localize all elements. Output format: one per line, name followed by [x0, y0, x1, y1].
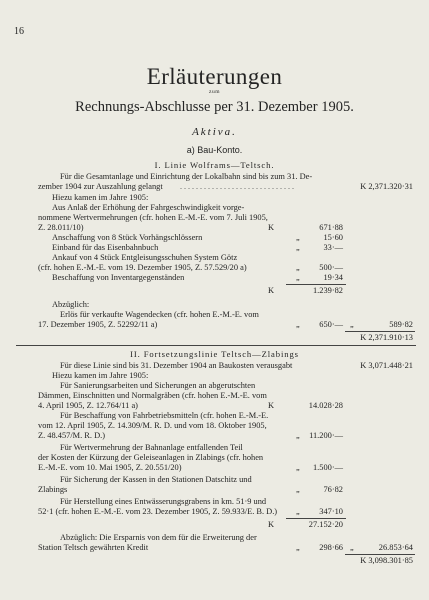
text-line: nommene Wertvermehrungen (cfr. hohen E.-M.-E. vom 7. Juli 1905,: [38, 213, 268, 222]
text-line: Für die Gesamtanlage und Einrichtung der Lokalbahn sind bis zum 31. De-: [60, 172, 313, 181]
sum-rule: [345, 554, 415, 555]
title-connector: zum: [209, 89, 220, 95]
amount-kassen: 76·82: [323, 485, 343, 494]
amount-erloes: 650·—: [319, 320, 343, 329]
ditto-mark: „: [296, 543, 300, 552]
text-line: 52·1 (cfr. hohen E.-M.-E. vom 23. Dezember 1905, Z. 59.933/E. B. D.): [38, 507, 278, 516]
currency-mark: K: [268, 286, 275, 295]
ditto-mark: „: [296, 485, 300, 494]
text-line: vom 12. April 1905, Z. 14.309/M. R. D. und vom 18. Oktober 1905,: [38, 421, 267, 430]
ditto-mark: „: [296, 263, 300, 272]
ditto-mark: „: [296, 243, 300, 252]
sum-rule: [286, 518, 346, 519]
text-line: E.-M.-E. vom 10. Mai 1905, Z. 20.551/20): [38, 463, 182, 472]
amount-graben: 347·10: [319, 507, 343, 516]
text-line: 17. Dezember 1905, Z. 52292/11 a): [38, 320, 158, 329]
text-line: der Kosten der Kürzung der Geleiseanlagen in Zlabings (cfr. hohen: [38, 453, 264, 462]
ditto-mark: „: [296, 233, 300, 242]
page-number: 16: [14, 26, 24, 37]
text-line: Für Sicherung der Kassen in den Stationen Datschitz und: [60, 475, 252, 484]
aktiva-heading: Aktiva.: [192, 126, 237, 138]
text-line: Für Beschaffung von Fahrbetriebsmitteln (cfr. hohen E.-M.-E.: [60, 411, 269, 420]
amount-netto-1: 589·82: [389, 320, 413, 329]
section-2-heading: II. Fortsetzungslinie Teltsch—Zlabings: [130, 349, 299, 359]
text-line: Hiezu kamen im Jahre 1905:: [52, 371, 149, 380]
amount-total-1: K 2,371.910·13: [360, 333, 413, 342]
amount-opening-2: K 3,071.448·21: [360, 361, 413, 370]
amount-sanierung: 14.028·28: [308, 401, 343, 410]
amount-opening-1: K 2,371.320·31: [360, 182, 413, 191]
ditto-mark: „: [296, 273, 300, 282]
text-line: Aus Anlaß der Erhöhung der Fahrgeschwindigkeit vorge-: [52, 203, 245, 212]
text-line: Z. 28.011/10): [38, 223, 84, 232]
text-line: Abzüglich: Die Ersparnis von dem für die Erweiterung der: [60, 533, 257, 542]
amount-zwischensumme-1: 1.239·82: [312, 286, 343, 295]
text-line: zember 1904 zur Auszahlung gelangt: [38, 182, 163, 191]
ditto-mark: „: [296, 320, 300, 329]
text-line: Einband für das Eisenbahnbuch: [52, 243, 159, 252]
ditto-mark: „: [296, 431, 300, 440]
amount-total-2: K 3,098.301·85: [360, 556, 413, 565]
amount-netto-2: 26.853·64: [378, 543, 413, 552]
text-line: Für Herstellung eines Entwässerungsgrabens in km. 51·9 und: [60, 497, 267, 506]
text-line: Für Sanierungsarbeiten und Sicherungen an abgerutschten: [60, 381, 256, 390]
text-line: Für Wertvermehrung der Bahnanlage entfallenden Teil: [60, 443, 243, 452]
currency-mark: K: [268, 223, 275, 232]
text-line: Für diese Linie sind bis 31. Dezember 1904 an Baukosten verausgabt: [60, 361, 293, 370]
amount-zwischensumme-2: 27.152·20: [308, 520, 343, 529]
page-title: Erläuterungen: [146, 64, 283, 89]
text-line: Zlabings: [38, 485, 68, 494]
amount-einband: 33·—: [323, 243, 343, 252]
ditto-mark: „: [350, 320, 354, 329]
currency-mark: K: [268, 401, 275, 410]
text-line: Dämmen, Einschnitten und Normalgräben (cfr. hohen E.-M.-E. vom: [38, 391, 267, 400]
amount-ersparnis: 298·66: [319, 543, 343, 552]
ditto-mark: „: [296, 507, 300, 516]
ditto-mark: „: [350, 543, 354, 552]
amount-wertvermehrung: 671·88: [319, 223, 343, 232]
text-line: Ankauf von 4 Stück Entgleisungsschuhen System Götz: [52, 253, 238, 262]
text-line: 4. April 1905, Z. 12.764/11 a): [38, 401, 138, 410]
page-subtitle: Rechnungs-Abschlusse per 31. Dezember 1905.: [75, 99, 354, 115]
ditto-mark: „: [296, 463, 300, 472]
section-divider: [16, 345, 416, 346]
text-line: Beschaffung von Inventargegenständen: [52, 273, 185, 282]
currency-mark: K: [268, 520, 275, 529]
text-line: Erlös für verkaufte Wagendecken (cfr. hohen E.-M.-E. vom: [60, 310, 259, 319]
bau-konto-heading: a) Bau-Konto.: [186, 145, 243, 155]
text-line: Z. 48.457/M. R. D.): [38, 431, 105, 440]
text-line: Hiezu kamen im Jahre 1905:: [52, 193, 149, 202]
amount-fahrbetrieb: 11.200·—: [309, 431, 343, 440]
amount-schloesser: 15·60: [323, 233, 343, 242]
amount-inventar: 19·34: [323, 273, 343, 282]
leader-dots: . . . . . . . . . . . . . . . . . . . . . . . . . . . . .: [180, 182, 294, 191]
section-1-heading: I. Linie Wolframs—Teltsch.: [154, 160, 275, 170]
amount-entgleisung: 500·—: [319, 263, 343, 272]
text-line: Anschaffung von 8 Stück Vorhängschlössern: [52, 233, 203, 242]
text-line: Abzüglich:: [52, 300, 90, 309]
text-line: Station Teltsch gewährten Kredit: [38, 543, 149, 552]
sum-rule: [286, 284, 346, 285]
text-line: (cfr. hohen E.-M.-E. vom 19. Dezember 1905, Z. 57.529/20 a): [38, 263, 247, 272]
amount-kuerzung: 1.500·—: [312, 463, 343, 472]
sum-rule: [345, 331, 415, 332]
